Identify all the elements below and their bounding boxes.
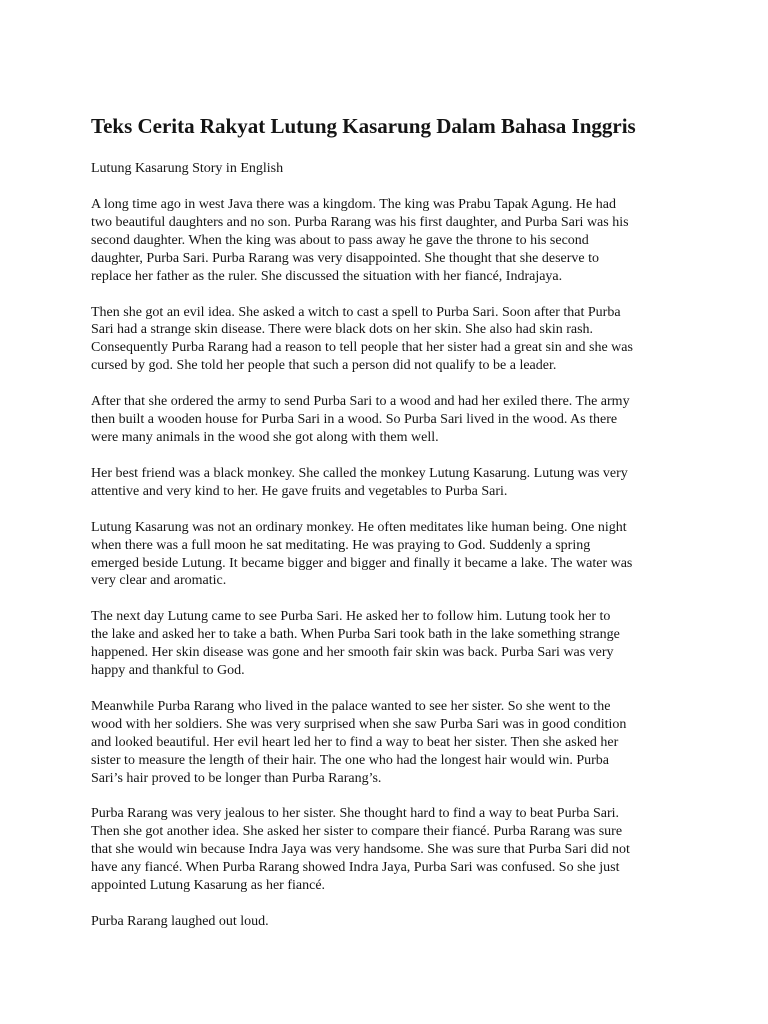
text-line: when there was a full moon he sat meditating. He was praying to God. Suddenly a spring [91,537,591,553]
text-line: then built a wooden house for Purba Sari in a wood. So Purba Sari lived in the wood. As there [91,412,618,428]
text-line: Meanwhile Purba Rarang who lived in the palace wanted to see her sister. So she went to the [91,698,611,714]
paragraph-1 [91,196,691,286]
text-line: Lutung Kasarung was not an ordinary monkey. He often meditates like human being. One night [91,519,627,535]
text-line: appointed Lutung Kasarung as her fiancé. [91,878,326,894]
text-line: Sari’s hair proved to be longer than Purba Rarang’s. [91,770,382,786]
paragraph-2 [91,304,691,376]
text-line: Then she got an evil idea. She asked a witch to cast a spell to Purba Sari. Soon after that Purba [91,304,621,320]
paragraph-3 [91,393,691,447]
text-line: have any fiancé. When Purba Rarang showed Indra Jaya, Purba Sari was confused. So she just [91,860,620,876]
paragraph-7 [91,698,691,788]
text-line: and looked beautiful. Her evil heart led her to find a way to beat her sister. Then she asked her [91,734,619,750]
text-line: sister to measure the length of their hair. The one who had the longest hair would win. Purba [91,752,610,768]
paragraph-4 [91,465,691,501]
text-line: happened. Her skin disease was gone and her smooth fair skin was back. Purba Sari was very [91,645,614,661]
paragraph-5 [91,519,691,591]
document-page [91,112,691,949]
text-line: A long time ago in west Java there was a kingdom. The king was Prabu Tapak Agung. He had [91,197,616,212]
document-title: Teks Cerita Rakyat Lutung Kasarung Dalam Bahasa Inggris [91,114,636,138]
text-line: happy and thankful to God. [91,663,245,679]
text-line: attentive and very kind to her. He gave fruits and vegetables to Purba Sari. [91,483,508,499]
text-line: Purba Rarang laughed out loud. [91,914,269,929]
text-line: The next day Lutung came to see Purba Sari. He asked her to follow him. Lutung took her to [91,609,611,625]
document-subtitle: Lutung Kasarung Story in English [91,161,284,176]
text-line: second daughter. When the king was about to pass away he gave the throne to his second [91,232,589,248]
text-line: Her best friend was a black monkey. She called the monkey Lutung Kasarung. Lutung was very [91,465,628,481]
text-line: the lake and asked her to take a bath. When Purba Sari took bath in the lake something strange [91,627,620,643]
text-line: Consequently Purba Rarang had a reason to tell people that her sister had a great sin and she was [91,340,633,356]
text-line: replace her father as the ruler. She discussed the situation with her fiancé, Indrajaya. [91,268,563,284]
text-line: very clear and aromatic. [91,573,227,589]
text-line: Purba Rarang was very jealous to her sister. She thought hard to find a way to beat Purba Sari. [91,806,619,822]
text-line: daughter, Purba Sari. Purba Rarang was very disappointed. She thought that she deserve to [91,250,599,266]
text-line: After that she ordered the army to send Purba Sari to a wood and had her exiled there. The army [91,394,630,410]
text-line: that she would win because Indra Jaya was very handsome. She was sure that Purba Sari did not [91,842,630,858]
text-line: wood with her soldiers. She was very surprised when she saw Purba Sari was in good condition [91,716,627,732]
text-line: emerged beside Lutung. It became bigger and bigger and finally it became a lake. The water was [91,555,633,571]
paragraph-9 [91,913,691,931]
story-body [91,196,691,931]
text-line: two beautiful daughters and no son. Purba Rarang was his first daughter, and Purba Sari was his [91,214,629,230]
text-line: Then she got another idea. She asked her sister to compare their fiancé. Purba Rarang was sure [91,824,623,840]
paragraph-6 [91,608,691,680]
text-line: were many animals in the wood she got along with them well. [91,429,439,445]
paragraph-8 [91,805,691,895]
text-line: Sari had a strange skin disease. There were black dots on her skin. She also had skin rash. [91,322,594,338]
text-line: cursed by god. She told her people that such a person did not qualify to be a leader. [91,358,557,374]
